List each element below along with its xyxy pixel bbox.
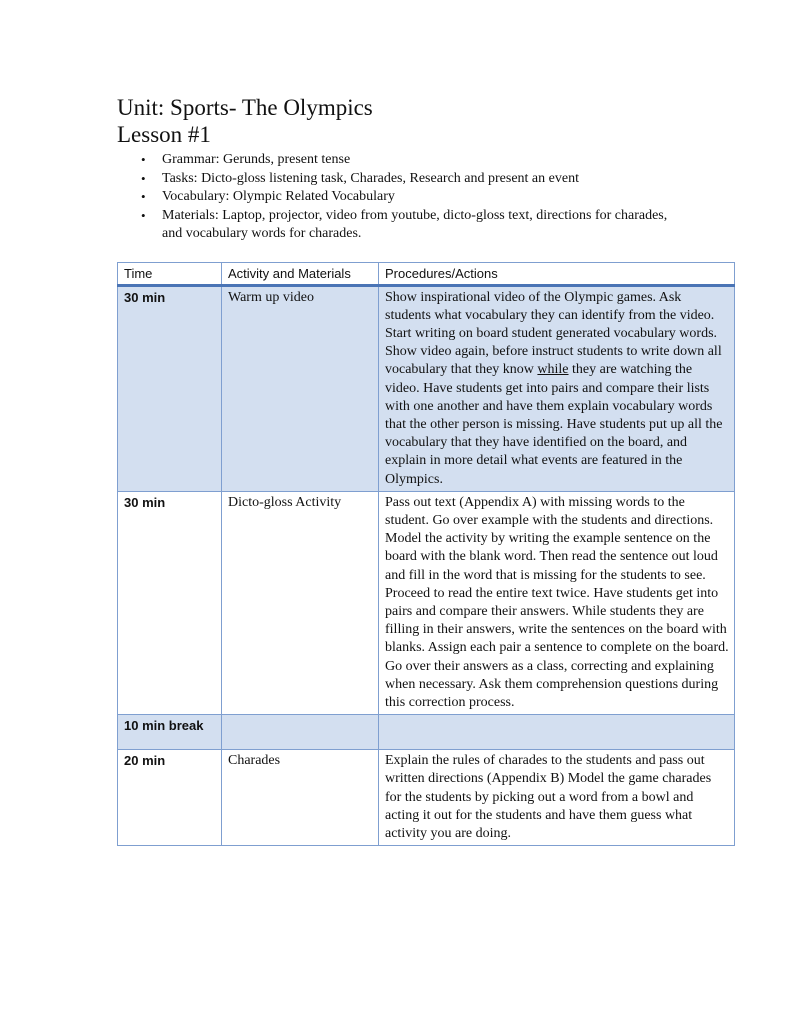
procedures-text: Show inspirational video of the Olympic games. Ask students what vocabulary they can identify from the video. Start writing on board student generated vocabulary words. Show video again, before instruct students to write down all vocabulary that they know xyxy=(385,289,722,378)
row-procedures xyxy=(379,715,735,750)
table-row xyxy=(118,491,735,714)
header-procedures: Procedures/Actions xyxy=(379,262,735,285)
bullet-tasks: • Tasks: Dicto-gloss listening task, Charades, Research and present an event xyxy=(162,170,672,189)
row-activity: Charades xyxy=(222,750,379,846)
row-activity xyxy=(222,715,379,750)
row-procedures: Pass out text (Appendix A) with missing words to the student. Go over example with the students and directions. Model the activity by writing the example sentence on the board with the blank word. Then read the sentence out loud and fill in the word that is missing for the students to see. Proceed to read the entire text twice. Have students get into pairs and compare their answers. While students they are filling in their answers, write the sentences on the board with blanks. Assign each pair a sentence to complete on the board. Go over their answers as a class, correcting and explaining when necessary. Ask them comprehension questions during this correction process. xyxy=(379,491,735,714)
header-time: Time xyxy=(118,262,222,285)
table-row xyxy=(118,285,735,491)
bullet-grammar: • Grammar: Gerunds, present tense xyxy=(162,151,672,170)
row-activity: Warm up video xyxy=(222,285,379,491)
table-header-row xyxy=(118,262,735,285)
unit-title: Unit: Sports- The Olympics xyxy=(117,95,373,120)
bullet-materials: • Materials: Laptop, projector, video from youtube, dicto-gloss text, directions for charades, and vocabulary words for charades. xyxy=(162,207,672,244)
table-row xyxy=(118,750,735,846)
document-page xyxy=(117,94,735,846)
row-time: 30 min xyxy=(118,285,222,491)
row-time: 10 min break xyxy=(118,715,222,750)
row-procedures: Explain the rules of charades to the students and pass out written directions (Appendix B) Model the game charades for the students by picking out a word from a bowl and acting it out for the students and have them guess what activity you are doing. xyxy=(379,750,735,846)
row-time: 20 min xyxy=(118,750,222,846)
row-activity: Dicto-gloss Activity xyxy=(222,491,379,714)
procedures-text-continued: they are watching the video. Have students get into pairs and compare their lists with one another and have them explain vocabulary words that the other person is missing. Have students put up all the vocabulary that they have identified on the board, and explain in more detail what events are featured in the Olympics. xyxy=(385,362,723,487)
lesson-overview-list xyxy=(117,151,735,244)
header-activity: Activity and Materials xyxy=(222,262,379,285)
bullet-vocabulary: • Vocabulary: Olympic Related Vocabulary xyxy=(162,188,672,207)
row-procedures xyxy=(379,285,735,491)
table-row xyxy=(118,715,735,750)
lesson-plan-table xyxy=(117,262,735,847)
row-time: 30 min xyxy=(118,491,222,714)
lesson-title: Lesson #1 xyxy=(117,122,211,147)
procedures-underlined-word: while xyxy=(537,362,569,378)
